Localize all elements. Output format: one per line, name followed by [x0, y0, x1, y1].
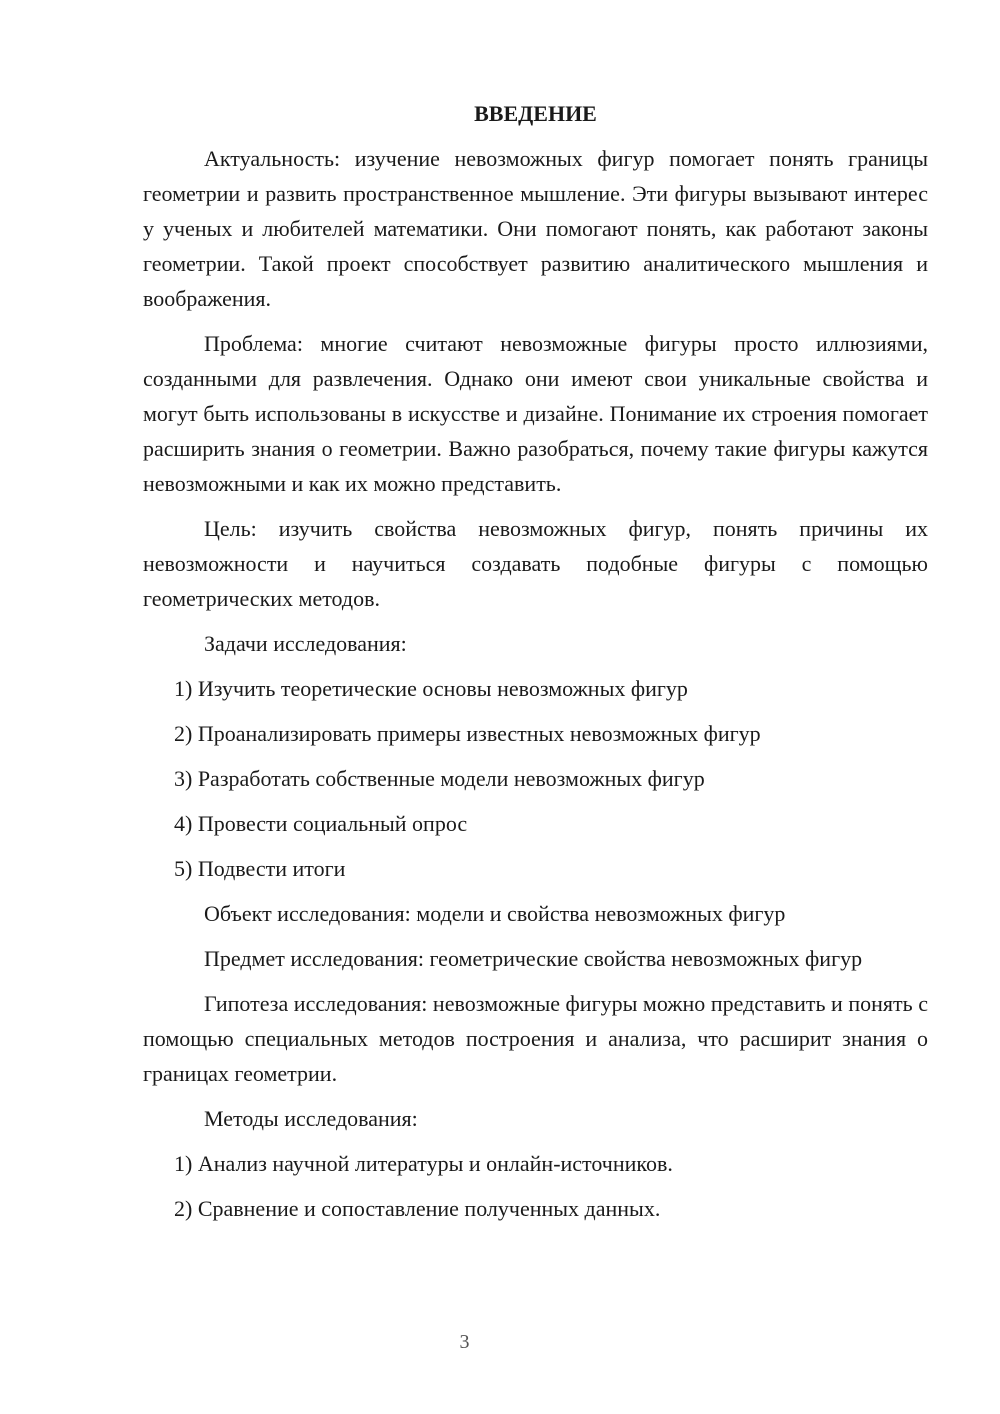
section-title: ВВЕДЕНИЕ — [474, 101, 597, 126]
object-paragraph: Объект исследования: модели и свойства невозможных фигур — [204, 901, 786, 926]
hypothesis-paragraph: Гипотеза исследования: невозможные фигуры можно представить и понять с помощью специальных методов построения и анализа, что расширит знания о границах геометрии. — [143, 991, 928, 1086]
relevance-paragraph: Актуальность: изучение невозможных фигур помогает понять границы геометрии и развить пространственное мышление. Эти фигуры вызывают интерес у ученых и любителей математики. Они помогают понять, как работают законы геометрии. Такой проект способствует развитию аналитического мышления и воображения. — [143, 146, 928, 311]
tasks-label: Задачи исследования: — [204, 631, 407, 656]
page-content — [143, 96, 928, 1236]
page-number: 3 — [459, 1331, 470, 1353]
task-item: 1) Изучить теоретические основы невозможных фигур — [174, 676, 688, 701]
goal-paragraph: Цель: изучить свойства невозможных фигур, понять причины их невозможности и научиться создавать подобные фигуры с помощью геометрических методов. — [143, 516, 928, 611]
subject-paragraph: Предмет исследования: геометрические свойства невозможных фигур — [204, 946, 863, 971]
task-item: 4) Провести социальный опрос — [174, 811, 468, 836]
problem-paragraph: Проблема: многие считают невозможные фигуры просто иллюзиями, созданными для развлечения. Однако они имеют свои уникальные свойства и могут быть использованы в искусстве и дизайне. Понимание их строения помогает расширить знания о геометрии. Важно разобраться, почему такие фигуры кажутся невозможными и как их можно представить. — [143, 331, 928, 496]
task-item: 2) Проанализировать примеры известных невозможных фигур — [174, 721, 761, 746]
methods-label: Методы исследования: — [204, 1106, 418, 1131]
task-item: 5) Подвести итоги — [174, 856, 346, 881]
method-item: 1) Анализ научной литературы и онлайн-источников. — [174, 1151, 673, 1176]
method-item: 2) Сравнение и сопоставление полученных данных. — [174, 1196, 661, 1221]
task-item: 3) Разработать собственные модели невозможных фигур — [174, 766, 705, 791]
